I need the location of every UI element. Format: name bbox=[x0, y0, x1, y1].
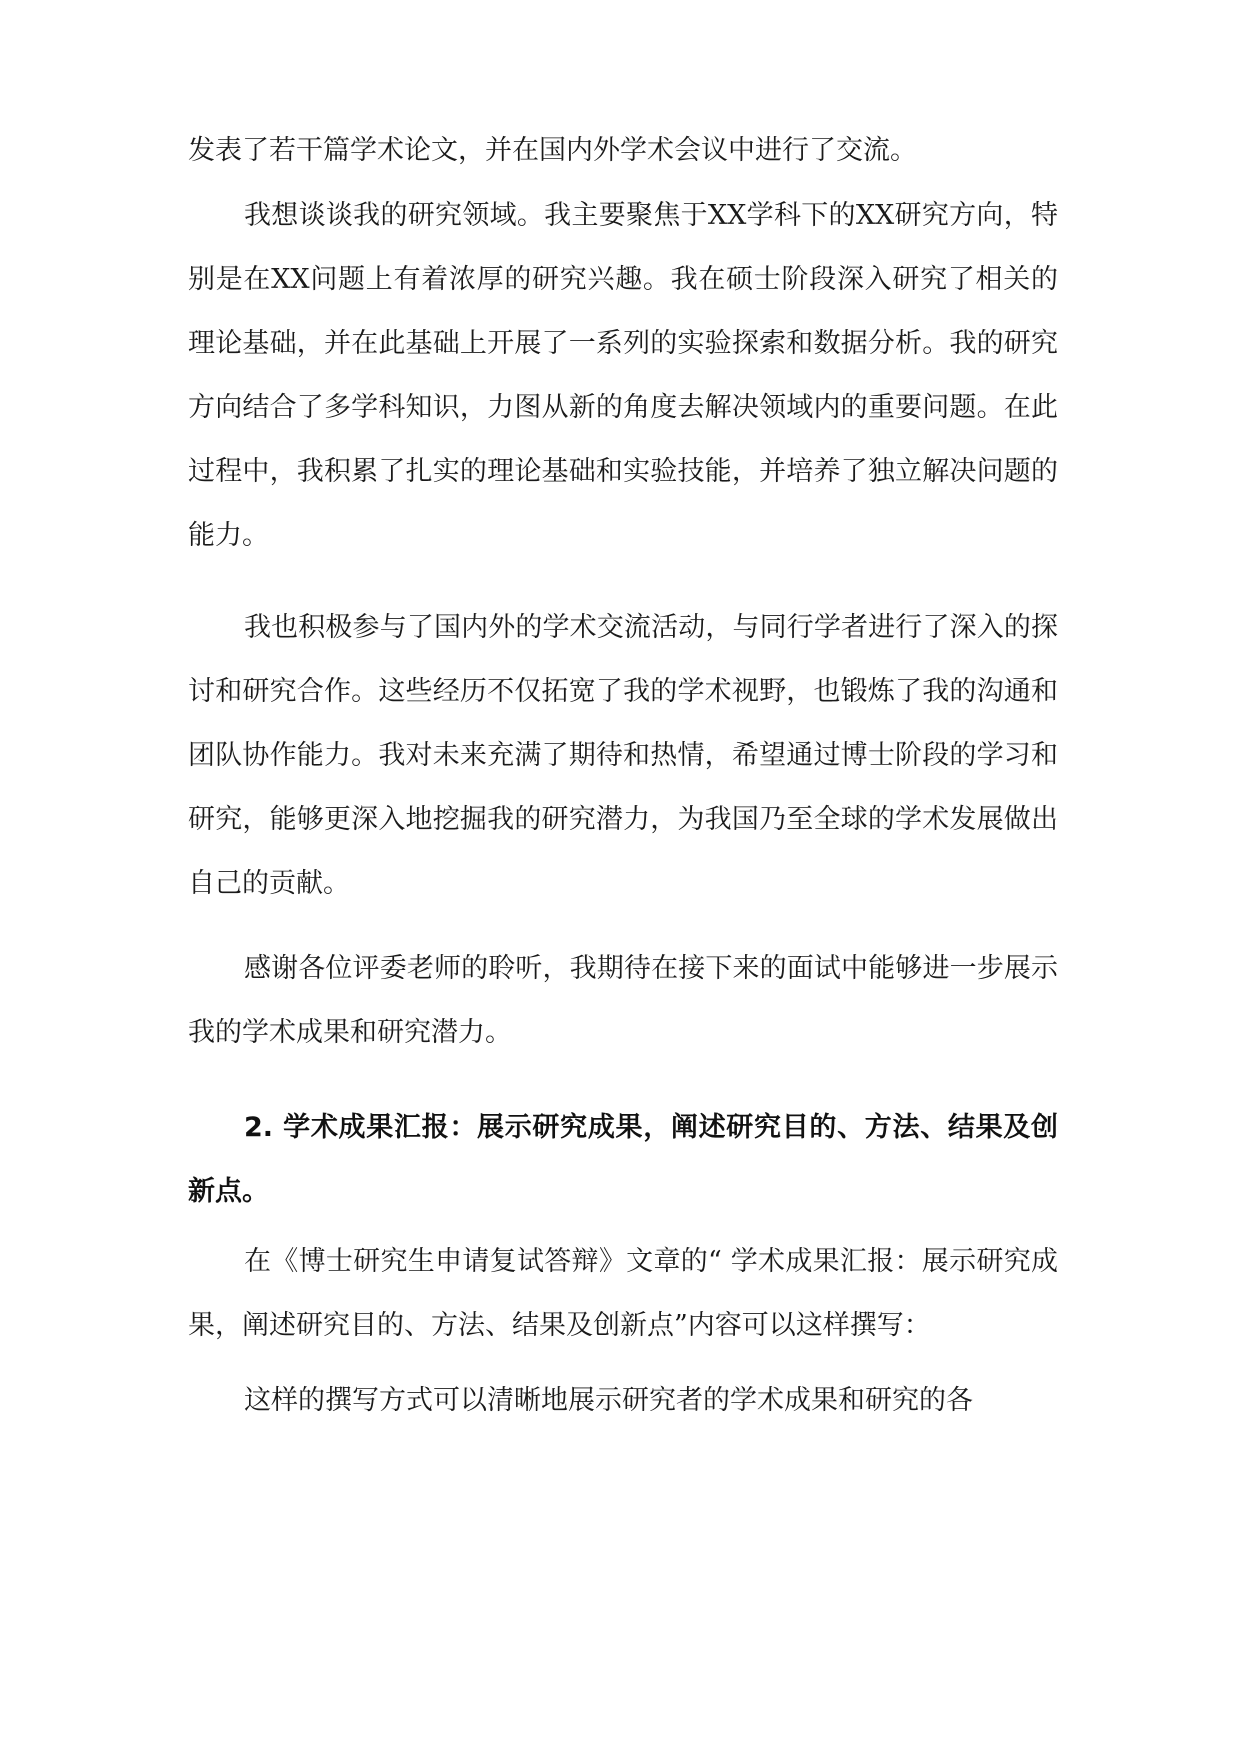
section-heading: 2. 学术成果汇报：展示研究成果，阐述研究目的、方法、结果及创新点。 bbox=[188, 1112, 1058, 1207]
paragraph-summary: 这样的撰写方式可以清晰地展示研究者的学术成果和研究的各 bbox=[244, 1385, 973, 1416]
paragraph-writing-guide: 在《博士研究生申请复试答辩》文章的“ 学术成果汇报：展示研究成果，阐述研究目的、方法、结果及创新点”内容可以这样撰写： bbox=[188, 1246, 1058, 1341]
paragraph-academic-exchange: 我也积极参与了国内外的学术交流活动，与同行学者进行了深入的探讨和研究合作。这些经历不仅拓宽了我的学术视野，也锻炼了我的沟通和团队协作能力。我对未来充满了期待和热情，希望通过博士阶段的学习和研究，能够更深入地挖掘我的研究潜力，为我国乃至全球的学术发展做出自己的贡献。 bbox=[188, 612, 1058, 899]
paragraph-research-field: 我想谈谈我的研究领域。我主要聚焦于XX学科下的XX研究方向，特别是在XX问题上有着浓厚的研究兴趣。我在硕士阶段深入研究了相关的理论基础，并在此基础上开展了一系列的实验探索和数据分析。我的研究方向结合了多学科知识，力图从新的角度去解决领域内的重要问题。在此过程中，我积累了扎实的理论基础和实验技能，并培养了独立解决问题的能力。 bbox=[188, 200, 1058, 551]
paragraph-thanks: 感谢各位评委老师的聆听，我期待在接下来的面试中能够进一步展示我的学术成果和研究潜力。 bbox=[188, 953, 1058, 1048]
paragraph-continuation: 发表了若干篇学术论文，并在国内外学术会议中进行了交流。 bbox=[188, 135, 917, 166]
